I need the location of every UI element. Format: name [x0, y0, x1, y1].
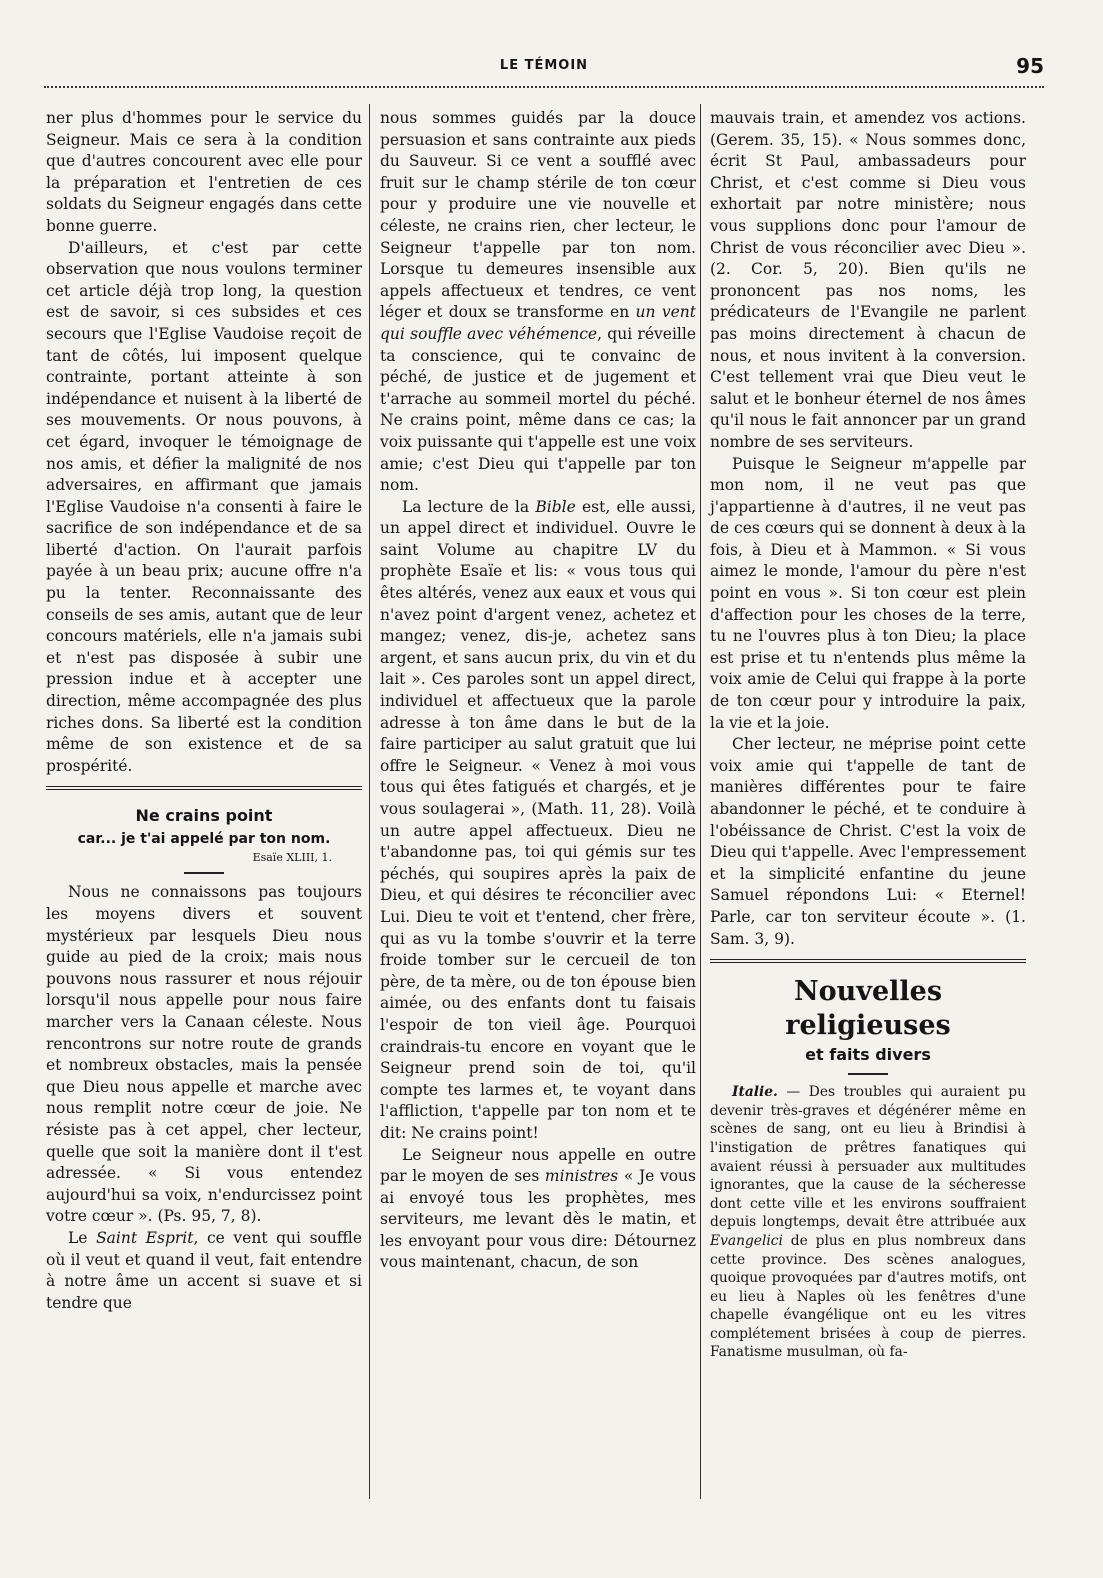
running-title: LE TÉMOIN: [499, 58, 589, 73]
section-separator: [710, 959, 1026, 963]
column-divider-1: [369, 104, 370, 1499]
paragraph: ner plus d'hommes pour le service du Seigneur. Mais ce sera à la condition que d'autres concourent avec elle pour la préparation et l'entretien de ces soldats du Seigneur engagés dans cette bonne guerre.: [46, 109, 362, 235]
column-3: [710, 108, 1026, 1362]
news-place: Italie.: [732, 1084, 778, 1101]
title-dash: [184, 872, 224, 874]
column-2: [380, 108, 696, 1274]
column-1: [46, 108, 362, 1314]
scripture-reference: Esaïe XLIII, 1.: [252, 851, 332, 865]
page-number: 95: [1016, 54, 1044, 78]
paragraph: Cher lecteur, ne méprise point cette voix amie qui t'appelle de tant de manières différentes pour te faire abandonner le péché, et te conduire à l'obéissance de Christ. C'est la voix de Dieu qui t'appelle. Avec l'empressement et la simplicité enfantine du jeune Samuel répondons Lui: « Eternel! Parle, car ton serviteur écoute ». (1. Sam. 3, 9).: [710, 735, 1026, 948]
paragraph: Le Seigneur nous appelle en outre par le moyen de ses ministres « Je vous ai envoyé tous les prophètes, mes serviteurs, me levant dès le matin, et les envoyant pour vous dire: Détournez vous maintenant, chacun, de son: [380, 1145, 696, 1272]
news-item: [710, 1083, 1026, 1362]
section-subtitle: et faits divers: [805, 1045, 931, 1065]
paragraph: nous sommes guidés par la douce persuasion et sans contrainte aux pieds du Sauveur. Si ce vent a soufflé avec fruit sur le champ stérile de ton cœur pour y produire une vie nouvelle et céleste, ne crains rien, cher lecteur, le Seigneur t'appelle par ton nom. Lorsque tu demeures insensible aux appels affectueux et tendres, ce vent léger et doux se transforme en un vent qui souffle avec véhémence, qui réveille ta conscience, qui te convainc de péché, de justice et de jugement et t'arrache au sommeil mortel du péché. Ne crains point, même dans ce cas; la voix puissante qui t'appelle est une voix amie; c'est Dieu qui t'appelle par ton nom.: [380, 109, 696, 495]
section-title: Nouvelles religieuses: [785, 976, 951, 1042]
running-header: [44, 56, 1044, 80]
paragraph: mauvais train, et amendez vos actions. (Gerem. 35, 15). « Nous sommes donc, écrit St Paul, ambassadeurs pour Christ, et c'est comme si Dieu vous exhortait par notre ministère; nous vous supplions donc pour l'amour de Christ de vous réconcilier avec Dieu ». (2. Cor. 5, 20). Bien qu'ils ne prononcent pas nos noms, les prédicateurs de l'Evangile ne parlent pas moins directement à chacun de nous, et nous invitent à la conversion. C'est tellement vrai que Dieu veut le salut et le bonheur éternel de nos âmes qu'il nous le fait annoncer par un grand nombre de ses serviteurs.: [710, 109, 1026, 451]
paragraph: Nous ne connaissons pas toujours les moyens divers et souvent mystérieux par lesquels Dieu nous guide au pied de la croix; mais nous pouvons nous rassurer et nous réjouir lorsqu'il nous appelle pour nous faire marcher vers la Canaan céleste. Nous rencontrons sur notre route de grands et nombreux obstacles, mais la pensée que Dieu nous appelle et marche avec nous remplit notre cœur de joie. Ne résiste pas à cet appel, cher lecteur, quelle que soit la manière dont il t'est adressée. « Si vous entendez aujourd'hui sa voix, n'endurcissez point votre cœur ». (Ps. 95, 7, 8).: [46, 883, 362, 1226]
paragraph: Le Saint Esprit, ce vent qui souffle où il veut et quand il veut, fait entendre à notre âme un accent si suave et si tendre que: [46, 1228, 362, 1312]
news-paragraph: Italie. — Des troubles qui auraient pu devenir très-graves et dégénérer même en scènes de sang, ont eu lieu à Brindisi à l'instigation de prêtres fanatiques qui avaient réussi à persuader aux multitudes ignorantes, que la cause de la sécheresse dont cette ville et les environs souffraient depuis longtemps, devait être attribuée aux Evangelici de plus en plus nombreux dans cette province. Des scènes analogues, quoique provoquées par d'autres motifs, ont eu lieu à Naples où les fenêtres d'une chapelle évangélique ont eu les vitres complétement brisées à coup de pierres. Fanatisme musulman, où fa-: [710, 1084, 1026, 1361]
paragraph: D'ailleurs, et c'est par cette observation que nous voulons terminer cet article déjà trop long, la question est de savoir, si ces subsides et ces secours que l'Eglise Vaudoise reçoit de tant de côtés, lui imposent quelque contrainte, portant atteinte à son indépendance et nuisent à la liberté de ses mouvements. Or nous pouvons, à cet égard, invoquer le témoignage de nos amis, et défier la malignité de nos adversaires, en affirmant que jamais l'Eglise Vaudoise n'a consenti à faire le sacrifice de son indépendance et de sa liberté d'action. On l'aurait parfois payée à un beau prix; aucune offre n'a pu la tenter. Reconnaissante des conseils de ses amis, autant que de leur concours matériels, elle n'a jamais subi et n'est pas disposée à subir une pression indue et à accepter une direction, même accompagnée des plus riches dons. Sa liberté est la condition même de son existence et de sa prospérité.: [46, 238, 362, 775]
column-divider-2: [700, 104, 701, 1499]
article-subtitle: car... je t'ai appelé par ton nom.: [77, 831, 331, 848]
paragraph: La lecture de la Bible est, elle aussi, un appel direct et individuel. Ouvre le saint Volume au chapitre LV du prophète Esaïe et lis: « vous tous qui êtes altérés, venez aux eaux et vous qui n'avez point d'argent venez, achetez et mangez; venez, dis-je, achetez sans argent, et sans aucun prix, du vin et du lait ». Ces paroles sont un appel direct, individuel et affectueux que la parole adresse à ton âme dans le but de la faire participer au salut gratuit que lui offre le Seigneur. « Venez à moi vous tous qui êtes fatigués et chargés, et je vous soulagerai », (Math. 11, 28). Voilà un autre appel affectueux. Dieu ne t'abandonne pas, toi qui gémis sur tes péchés, qui soupires après la paix de Dieu, et qui désires te réconcilier avec Lui. Dieu te voit et t'entend, cher frère, qui as vu la tombe s'ouvrir et la terre froide tomber sur le cercueil de ton père, de ta mère, ou de ton épouse bien aimée, ou des enfants dont tu faisais l'espoir de ton vieil âge. Pourquoi craindrais-tu encore en voyant que le Seigneur prend soin de toi, qu'il compte tes larmes et, te voyant dans l'affliction, t'appelle par ton nom et te dit: Ne crains point!: [380, 497, 697, 1142]
title-dash: [848, 1073, 888, 1075]
section-separator: [46, 786, 362, 790]
paragraph: Puisque le Seigneur m'appelle par mon nom, il ne veut pas que j'appartienne à d'autres, il ne veut pas de ces cœurs qui se donnent à deux à la fois, à Dieu et à Mammon. « Si vous aimez le monde, l'amour du père n'est point en vous ». Si ton cœur est plein d'affection pour les choses de la terre, tu ne l'ouvres plus à ton Dieu; la place est prise et tu n'entends plus même la voix amie de Celui qui frappe à la porte de ton cœur pour y introduire la paix, la vie et la joie.: [710, 454, 1026, 732]
article-title: Ne crains point: [135, 806, 273, 826]
header-rule: [44, 86, 1044, 88]
